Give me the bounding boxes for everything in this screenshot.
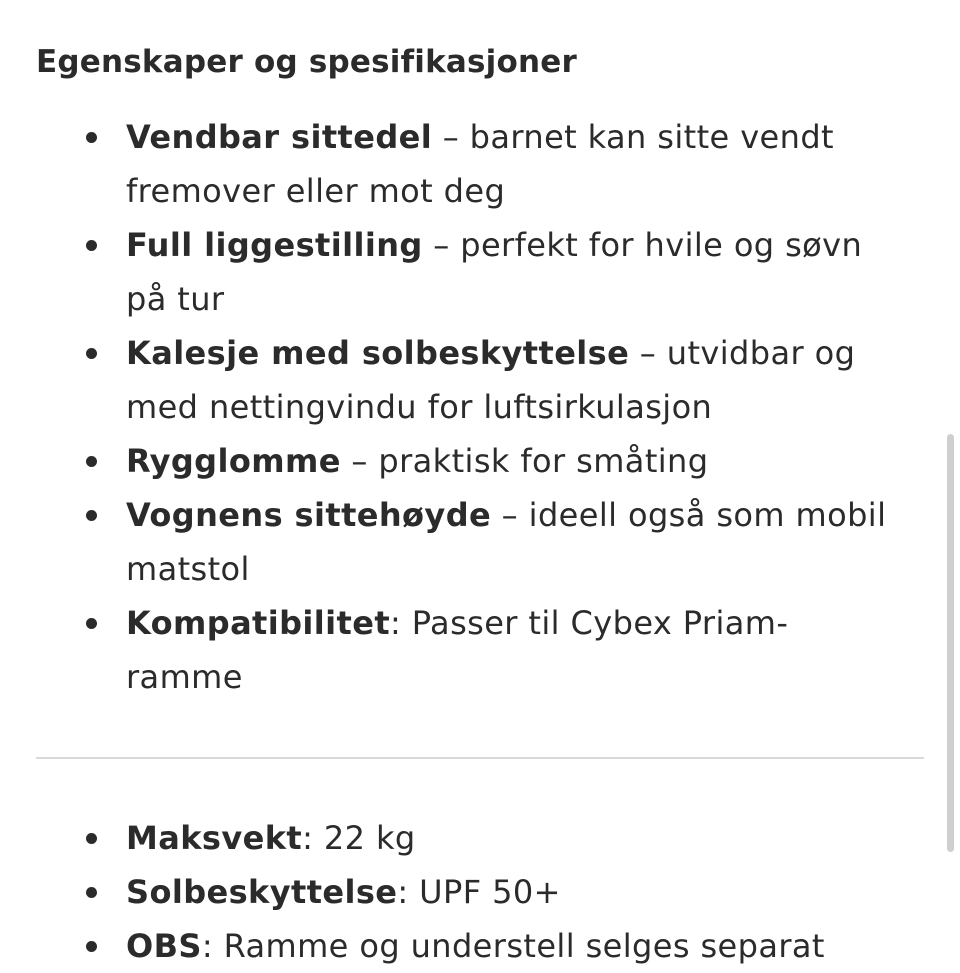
feature-term: Full liggestilling <box>126 226 423 264</box>
feature-text: – ideell også som mobil matstol <box>126 496 887 588</box>
spec-text: : Ramme og understell selges separat <box>201 927 825 965</box>
spec-text: : 22 kg <box>302 819 416 857</box>
feature-text: – praktisk for småting <box>340 442 709 480</box>
bullet-icon <box>86 240 97 251</box>
list-item <box>0 811 905 865</box>
bullet-icon <box>86 618 97 629</box>
feature-term: Vognens sittehøyde <box>126 496 492 534</box>
list-item <box>0 488 905 596</box>
bullet-icon <box>86 941 97 952</box>
list-item <box>0 434 905 488</box>
feature-term: Vendbar sittedel <box>126 118 433 156</box>
spec-term: Solbeskyttelse <box>126 873 398 911</box>
bullet-icon <box>86 887 97 898</box>
features-list <box>0 110 905 704</box>
list-item <box>0 919 905 973</box>
scrollbar[interactable] <box>947 434 954 852</box>
list-item <box>0 596 905 704</box>
feature-term: Kompatibilitet <box>126 604 391 642</box>
feature-text: : Passer til Cybex Priam-ramme <box>126 604 789 696</box>
bullet-icon <box>86 456 97 467</box>
bullet-icon <box>86 348 97 359</box>
list-item <box>0 865 905 919</box>
spec-text: : UPF 50+ <box>397 873 561 911</box>
bullet-icon <box>86 833 97 844</box>
list-item <box>0 326 905 434</box>
bullet-icon <box>86 132 97 143</box>
specs-list <box>0 811 905 973</box>
feature-text: – utvidbar og med nettingvindu for luftsirkulasjon <box>126 334 856 426</box>
list-item <box>0 110 905 218</box>
spec-term: Maksvekt <box>126 819 303 857</box>
section-title: Egenskaper og spesifikasjoner <box>36 44 577 80</box>
feature-term: Kalesje med solbeskyttelse <box>126 334 630 372</box>
spec-term: OBS <box>126 927 202 965</box>
feature-text: – barnet kan sitte vendt fremover eller mot deg <box>126 118 834 210</box>
list-item <box>0 218 905 326</box>
feature-text: – perfekt for hvile og søvn på tur <box>126 226 863 318</box>
divider <box>36 757 924 759</box>
bullet-icon <box>86 510 97 521</box>
feature-term: Rygglomme <box>126 442 341 480</box>
